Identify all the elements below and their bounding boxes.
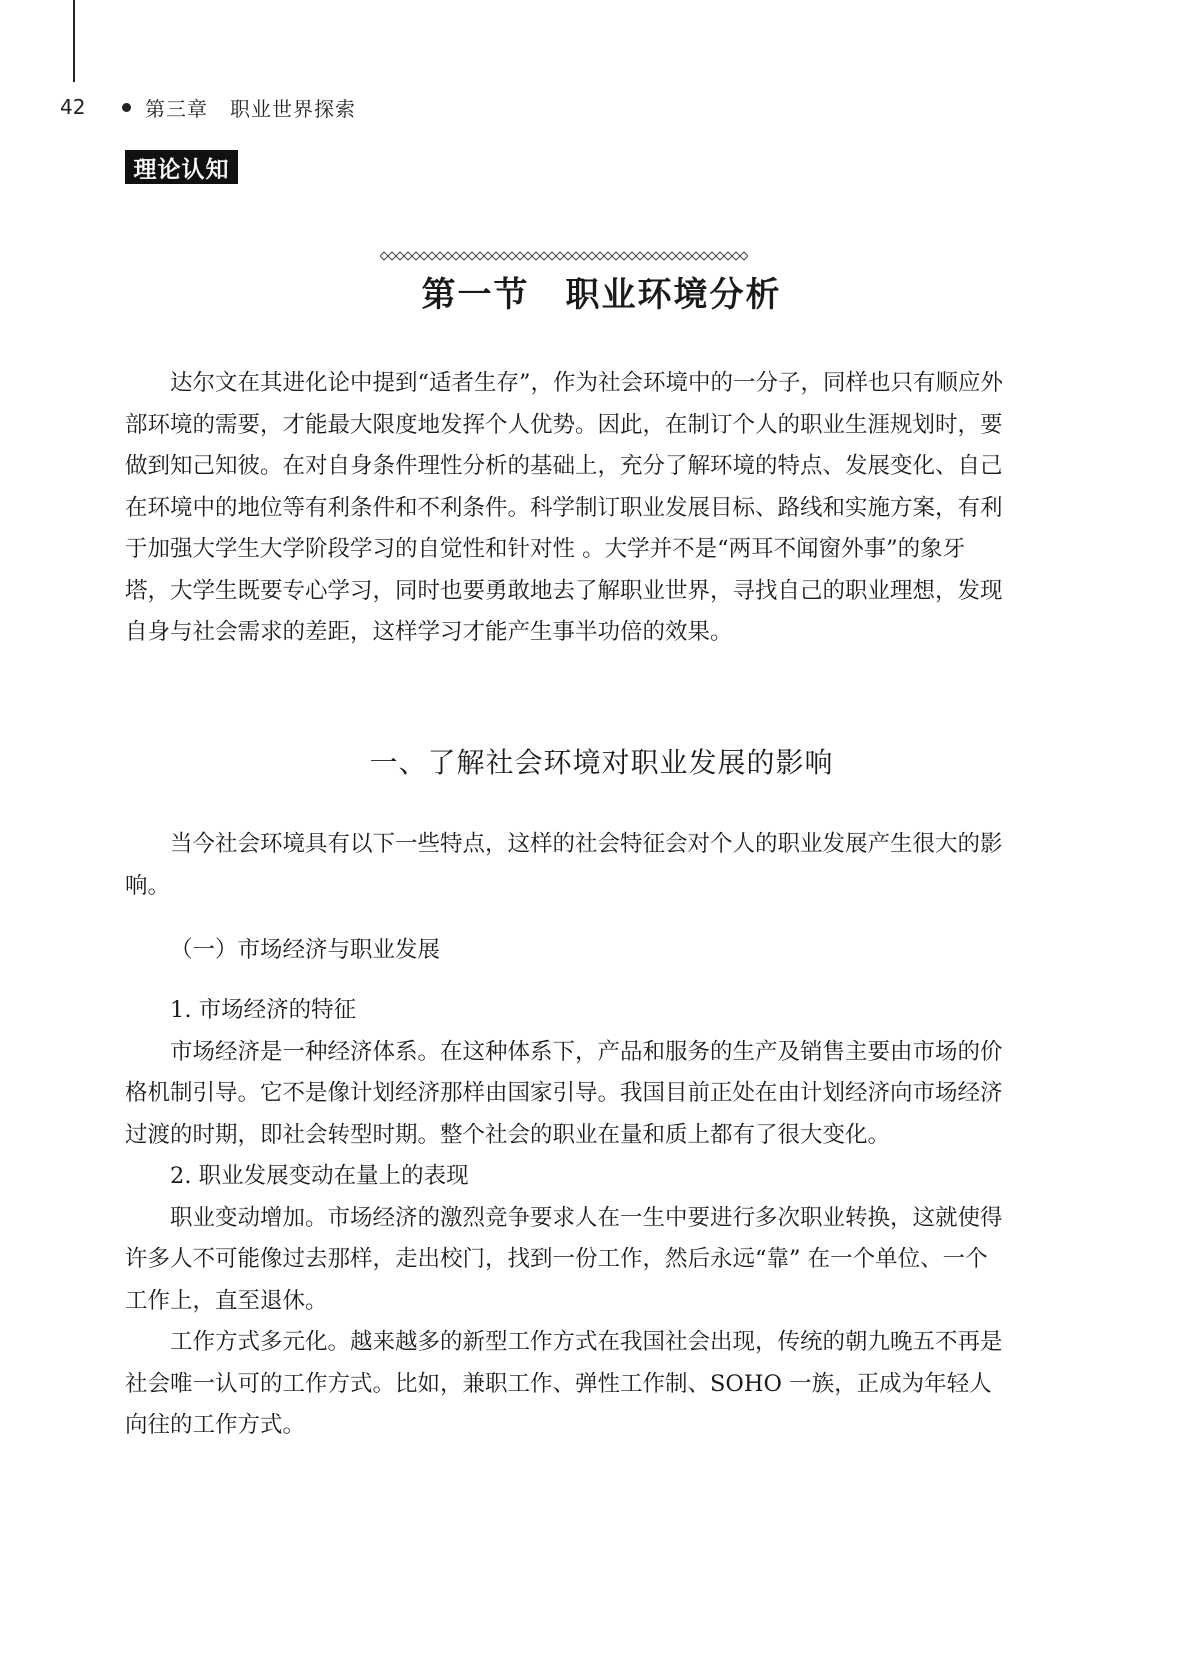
item-1-text: 市场经济是一种经济体系。在这种体系下，产品和服务的生产及销售主要由市场的价格机制引导。它不是像计划经济那样由国家引导。我国目前正处在由计划经济向市场经济过渡的时期，即社会转型时期。整个社会的职业在量和质上都有了很大变化。 [125, 1038, 1003, 1148]
item-2-text-1: 职业变动增加。市场经济的激烈竞争要求人在一生中要进行多次职业转换，这就使得许多人不可能像过去那样，走出校门，找到一份工作，然后永远“靠” 在一个单位、一个工作上，直至退休。 [125, 1204, 1003, 1314]
intro-paragraph: 达尔文在其进化论中提到“适者生存”，作为社会环境中的一分子，同样也只有顺应外部环境的需要，才能最大限度地发挥个人优势。因此，在制订个人的职业生涯规划时，要做到知己知彼。在对自身条件理性分析的基础上，充分了解环境的特点、发展变化、自己在环境中的地位等有利条件和不利条件。科学制订职业发展目标、路线和实施方案，有利于加强大学生大学阶段学习的自觉性和针对性 。大学并不是“两耳不闻窗外事”的象牙塔，大学生既要专心学习，同时也要勇敢地去了解职业世界，寻找自己的职业理想，发现自身与社会需求的差距，这样学习才能产生事半功倍的效果。 [125, 370, 1004, 645]
section-badge: 理论认知 [125, 150, 238, 184]
chapter-label: 第三章 [145, 96, 208, 121]
item-2-title: 2. 职业发展变动在量上的表现 [170, 1163, 469, 1189]
item-1-title: 1. 市场经济的特征 [170, 997, 357, 1023]
ornament-divider [380, 251, 748, 261]
bullet-icon [122, 103, 131, 112]
sub-subheading-1: （一）市场经济与职业发展 [170, 937, 441, 963]
paragraph-2: 当今社会环境具有以下一些特点，这样的社会特征会对个人的职业发展产生很大的影响。 [125, 831, 1003, 899]
gutter-rule [73, 0, 75, 82]
page-number: 42 [60, 95, 86, 119]
running-header [60, 92, 356, 122]
section-title: 第一节 职业环境分析 [421, 275, 782, 315]
item-2-text-2: 工作方式多元化。越来越多的新型工作方式在我国社会出现，传统的朝九晚五不再是社会唯一认可的工作方式。比如，兼职工作、弹性工作制、SOHO 一族，正成为年轻人向往的工作方式。 [125, 1329, 1003, 1438]
body-content [125, 990, 1007, 1447]
paragraph-2-block [125, 824, 1007, 907]
sub-subheading-block [125, 930, 1007, 972]
intro-paragraph-block [125, 363, 1007, 654]
chapter-title: 职业世界探索 [230, 96, 356, 121]
subheading-1: 一、了解社会环境对职业发展的影响 [369, 746, 834, 779]
